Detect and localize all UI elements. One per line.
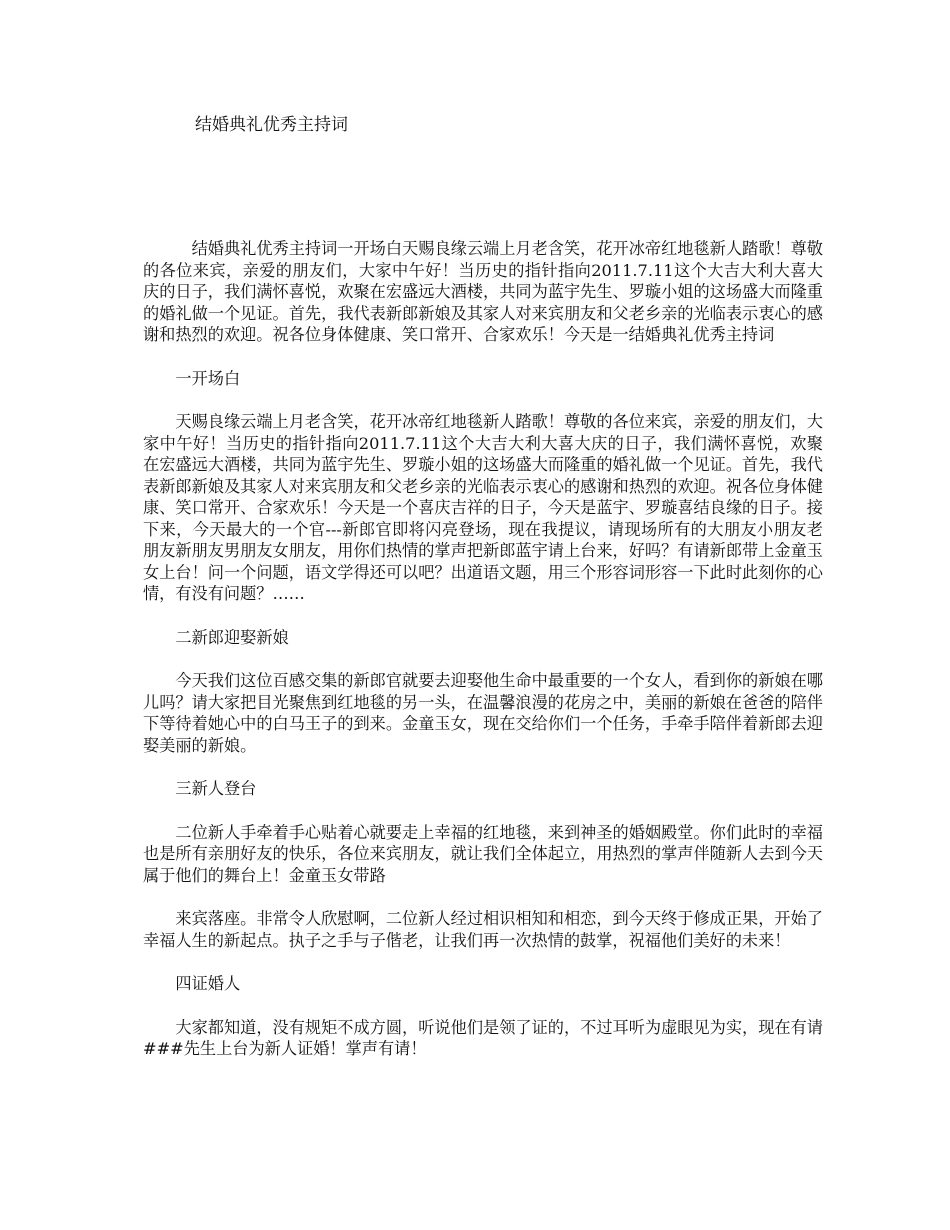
section-paragraph: 来宾落座。非常令人欣慰啊，二位新人经过相识相知和相恋，到今天终于修成正果，开始了幸福人生的新起点。执子之手与子偕老，让我们再一次热情的鼓掌，祝福他们美好的未来！ — [143, 909, 823, 950]
section-heading-witness: 四证婚人 — [175, 974, 241, 993]
section-paragraph: 二位新人手牵着手心贴着心就要走上幸福的红地毯，来到神圣的婚姻殿堂。你们此时的幸福也是所有亲朋好友的快乐，各位来宾朋友，就让我们全体起立，用热烈的掌声伴随新人去到今天属于他们的舞台上！金童玉女带路 — [143, 822, 823, 885]
section-heading-groom-fetch-bride: 二新郎迎娶新娘 — [175, 627, 289, 647]
section-paragraph: 今天我们这位百感交集的新郎官就要去迎娶他生命中最重要的一个女人，看到你的新娘在哪儿吗？请大家把目光聚焦到红地毯的另一头，在温馨浪漫的花房之中，美丽的新娘在爸爸的陪伴下等待着她心中的白马王子的到来。金童玉女，现在交给你们一个任务，手牵手陪伴着新郎去迎娶美丽的新娘。 — [143, 671, 823, 755]
document-title: 结婚典礼优秀主持词 — [195, 115, 348, 135]
intro-paragraph: 结婚典礼优秀主持词一开场白天赐良缘云端上月老含笑，花开冰帝红地毯新人踏歌！尊敬的各位来宾，亲爱的朋友们，大家中午好！当历史的指针指向2011.7.11这个大吉大利大喜大庆的日子，我们满怀喜悦，欢聚在宏盛远大酒楼，共同为蓝宇先生、罗璇小姐的这场盛大而隆重的婚礼做一个见证。首先，我代表新郎新娘及其家人对来宾朋友和父老乡亲的光临表示衷心的感谢和热烈的欢迎。祝各位身体健康、笑口常开、合家欢乐！今天是一结婚典礼优秀主持词 — [143, 239, 823, 344]
section-paragraph: 天赐良缘云端上月老含笑，花开冰帝红地毯新人踏歌！尊敬的各位来宾，亲爱的朋友们，大家中午好！当历史的指针指向2011.7.11这个大吉大利大喜大庆的日子，我们满怀喜悦，欢聚在宏盛远大酒楼，共同为蓝宇先生、罗璇小姐的这场盛大而隆重的婚礼做一个见证。首先，我代表新郎新娘及其家人对来宾朋友和父老乡亲的光临表示衷心的感谢和热烈的欢迎。祝各位身体健康、笑口常开、合家欢乐！今天是一个喜庆吉祥的日子，今天是蓝宇、罗璇喜结良缘的日子。接下来，今天最大的一个官---新郎官即将闪亮登场，现在我提议，请现场所有的大朋友小朋友老朋友新朋友男朋友女朋友，用你们热情的掌声把新郎蓝宇请上台来，好吗？有请新郎带上金童玉女上台！问一个问题，语文学得还可以吧？出道语文题，用三个形容词形容一下此时此刻你的心情，有没有问题？…… — [143, 412, 823, 603]
document-body — [143, 238, 823, 1060]
section-paragraph: 大家都知道，没有规矩不成方圆，听说他们是领了证的，不过耳听为虚眼见为实，现在有请###先生上台为新人证婚！掌声有请！ — [143, 1017, 823, 1058]
section-heading-opening: 一开场白 — [175, 368, 241, 388]
section-heading-couple-on-stage: 三新人登台 — [175, 779, 257, 798]
